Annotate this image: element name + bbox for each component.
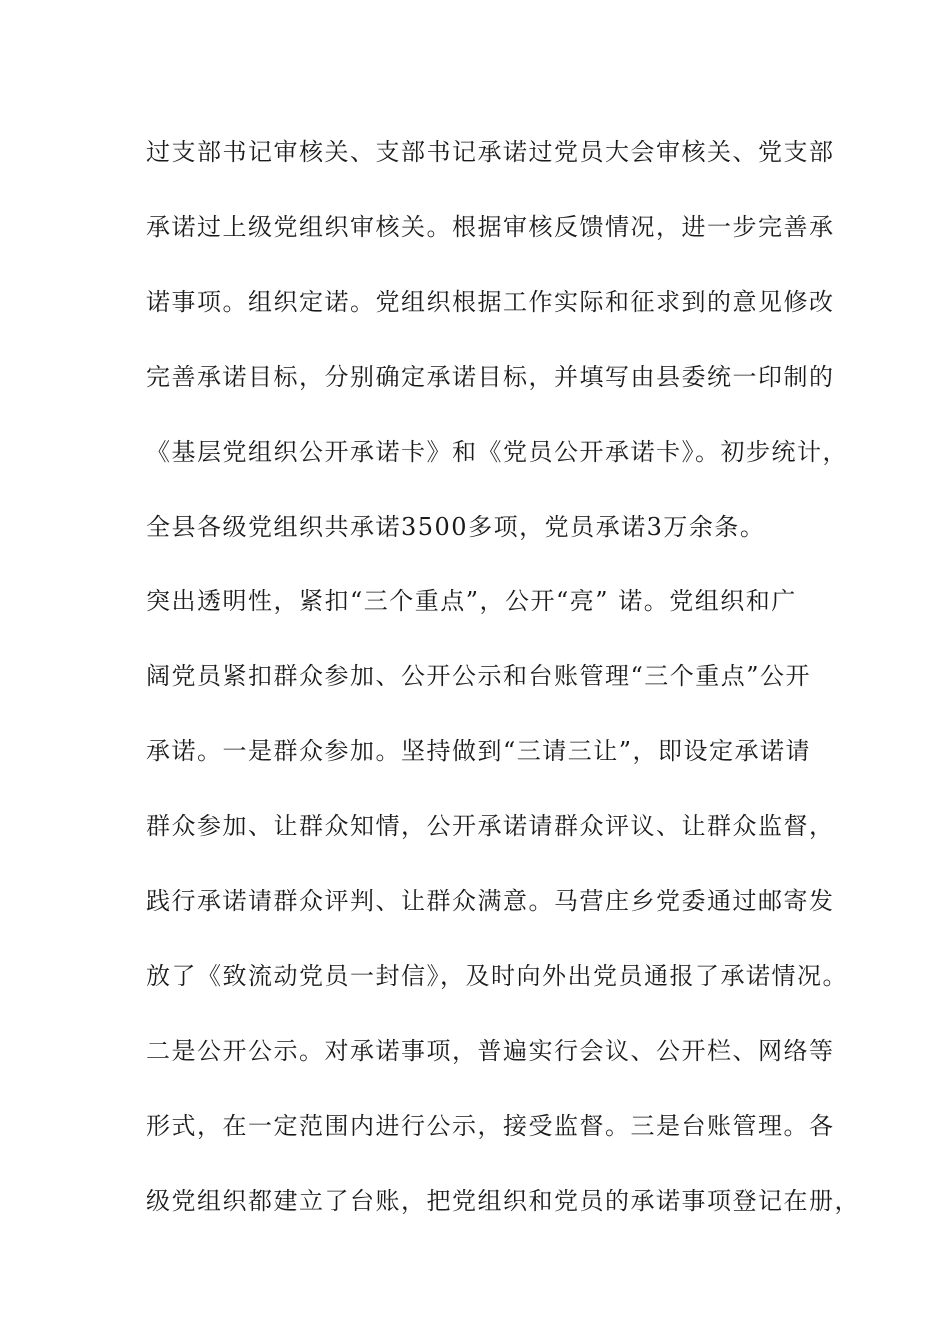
text-line: 阔党员紧扣群众参加、公开公示和台账管理“三个重点”公开 — [146, 662, 812, 690]
text-line: 践行承诺请群众评判、让群众满意。马营庄乡党委通过邮寄发 — [146, 887, 835, 915]
text-line: 承诺。一是群众参加。坚持做到“三请三让”，即设定承诺请 — [146, 737, 812, 765]
text-line: 群众参加、让群众知情，公开承诺请群众评议、让群众监督， — [146, 812, 835, 840]
text-line: 形式，在一定范围内进行公示，接受监督。三是台账管理。各 — [146, 1112, 835, 1140]
text-line: 过支部书记审核关、支部书记承诺过党员大会审核关、党支部 — [146, 138, 835, 166]
text-line: 诺事项。组织定诺。党组织根据工作实际和征求到的意见修改 — [146, 288, 835, 316]
text-line: 承诺过上级党组织审核关。根据审核反馈情况，进一步完善承 — [146, 213, 835, 241]
text-line: 级党组织都建立了台账，把党组织和党员的承诺事项登记在册， — [146, 1187, 860, 1215]
text-line: 《基层党组织公开承诺卡》和《党员公开承诺卡》。初步统计， — [146, 438, 848, 466]
text-line: 放了《致流动党员一封信》，及时向外出党员通报了承诺情况。 — [146, 962, 848, 990]
text-line: 突出透明性，紧扣“三个重点”，公开“亮” 诺。党组织和广 — [146, 587, 797, 615]
text-line: 二是公开公示。对承诺事项，普遍实行会议、公开栏、网络等 — [146, 1037, 835, 1065]
text-line: 全县各级党组织共承诺3500多项，党员承诺3万余条。 — [146, 513, 766, 541]
text-line: 完善承诺目标，分别确定承诺目标，并填写由县委统一印制的 — [146, 363, 835, 391]
